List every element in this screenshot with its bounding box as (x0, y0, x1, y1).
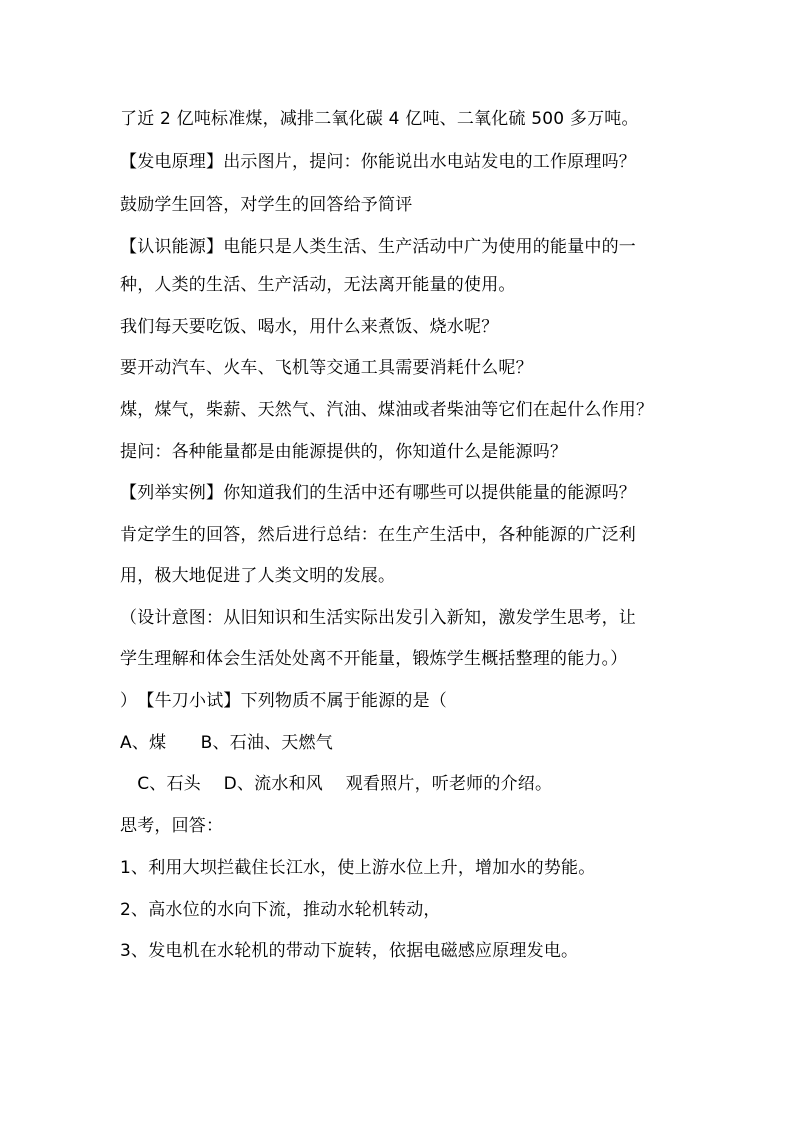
text-line: 要开动汽车、火车、飞机等交通工具需要消耗什么呢？ (120, 358, 533, 378)
text-line: 【列举实例】你知道我们的生活中还有哪些可以提供能量的能源吗？ (120, 483, 636, 503)
text-line: （设计意图：从旧知识和生活实际出发引入新知，激发学生思考，让 (120, 608, 636, 628)
text-line: 思考，回答： (120, 816, 224, 836)
text-line: 煤，煤气，柴薪、天然气、汽油、煤油或者柴油等它们在起什么作用？ (120, 400, 654, 420)
text-line: A、煤 B、石油、天燃气 (120, 733, 333, 753)
text-line: 3、发电机在水轮机的带动下旋转，依据电磁感应原理发电。 (120, 941, 579, 961)
text-line: 2、高水位的水向下流，推动水轮机转动， (120, 900, 441, 920)
text-line: 提问：各种能量都是由能源提供的，你知道什么是能源吗？ (120, 442, 568, 462)
text-line: 鼓励学生回答，对学生的回答给予简评 (120, 195, 413, 215)
text-line: ） 【牛刀小试】下列物质不属于能源的是（ (120, 691, 447, 711)
text-line: 种，人类的生活、生产活动，无法离开能量的使用。 (120, 275, 516, 295)
text-line: 1、利用大坝拦截住长江水，使上游水位上升，增加水的势能。 (120, 858, 596, 878)
text-line: 学生理解和体会生活处处离不开能量，锻炼学生概括整理的能力。） (120, 649, 628, 669)
text-line: 【发电原理】出示图片，提问：你能说出水电站发电的工作原理吗？ (120, 152, 636, 172)
text-line: 了近 2 亿吨标准煤，减排二氧化碳 4 亿吨、二氧化硫 500 多万吨。 (120, 109, 639, 129)
text-line: 肯定学生的回答，然后进行总结：在生产生活中，各种能源的广泛利 (120, 525, 636, 545)
text-line: 我们每天要吃饭、喝水，用什么来煮饭、烧水呢？ (120, 317, 499, 337)
text-line: C、石头 D、流水和风 观看照片，听老师的介绍。 (120, 774, 553, 794)
text-line: 【认识能源】电能只是人类生活、生产活动中广为使用的能量中的一 (120, 237, 636, 257)
text-line: 用，极大地促进了人类文明的发展。 (120, 566, 396, 586)
